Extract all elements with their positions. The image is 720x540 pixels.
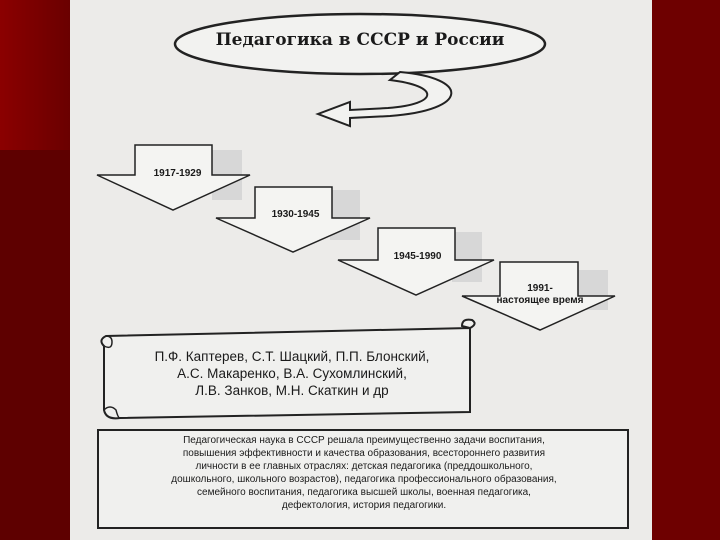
scroll-line: А.С. Макаренко, В.А. Сухомлинский, bbox=[177, 366, 407, 381]
scroll-line: П.Ф. Каптерев, С.Т. Шацкий, П.П. Блонский, bbox=[154, 349, 430, 364]
description-line: личности в ее главных отраслях: детская педагогика (преддошкольного, bbox=[195, 461, 533, 472]
period-label-1: 1917-1929 bbox=[153, 168, 202, 179]
period-label-4 bbox=[470, 283, 610, 307]
description-line: Педагогическая наука в СССР решала преимущественно задачи воспитания, bbox=[183, 435, 545, 446]
description-line: дефектология, история педагогики. bbox=[281, 500, 447, 511]
period-label-2: 1930-1945 bbox=[271, 209, 320, 220]
period-label-3: 1945-1990 bbox=[393, 251, 442, 262]
description-line: дошкольного, школьного возрастов), педагогика профессионального образования, bbox=[171, 474, 557, 485]
curved-arrow bbox=[318, 72, 451, 126]
period-label-4-line-1: 1991- bbox=[527, 283, 553, 294]
scroll-line: Л.В. Занков, М.Н. Скаткин и др bbox=[195, 383, 389, 398]
period-label-4-line-2: настоящее время bbox=[496, 295, 584, 306]
description-line: повышения эффективности и качества образования, всестороннего развития bbox=[182, 448, 546, 459]
description-line: семейного воспитания, педагогика высшей школы, военная педагогика, bbox=[197, 487, 531, 498]
diagram-title: Педагогика в СССР и России bbox=[215, 30, 505, 50]
scroll-names bbox=[118, 348, 466, 399]
description-text bbox=[104, 434, 624, 512]
